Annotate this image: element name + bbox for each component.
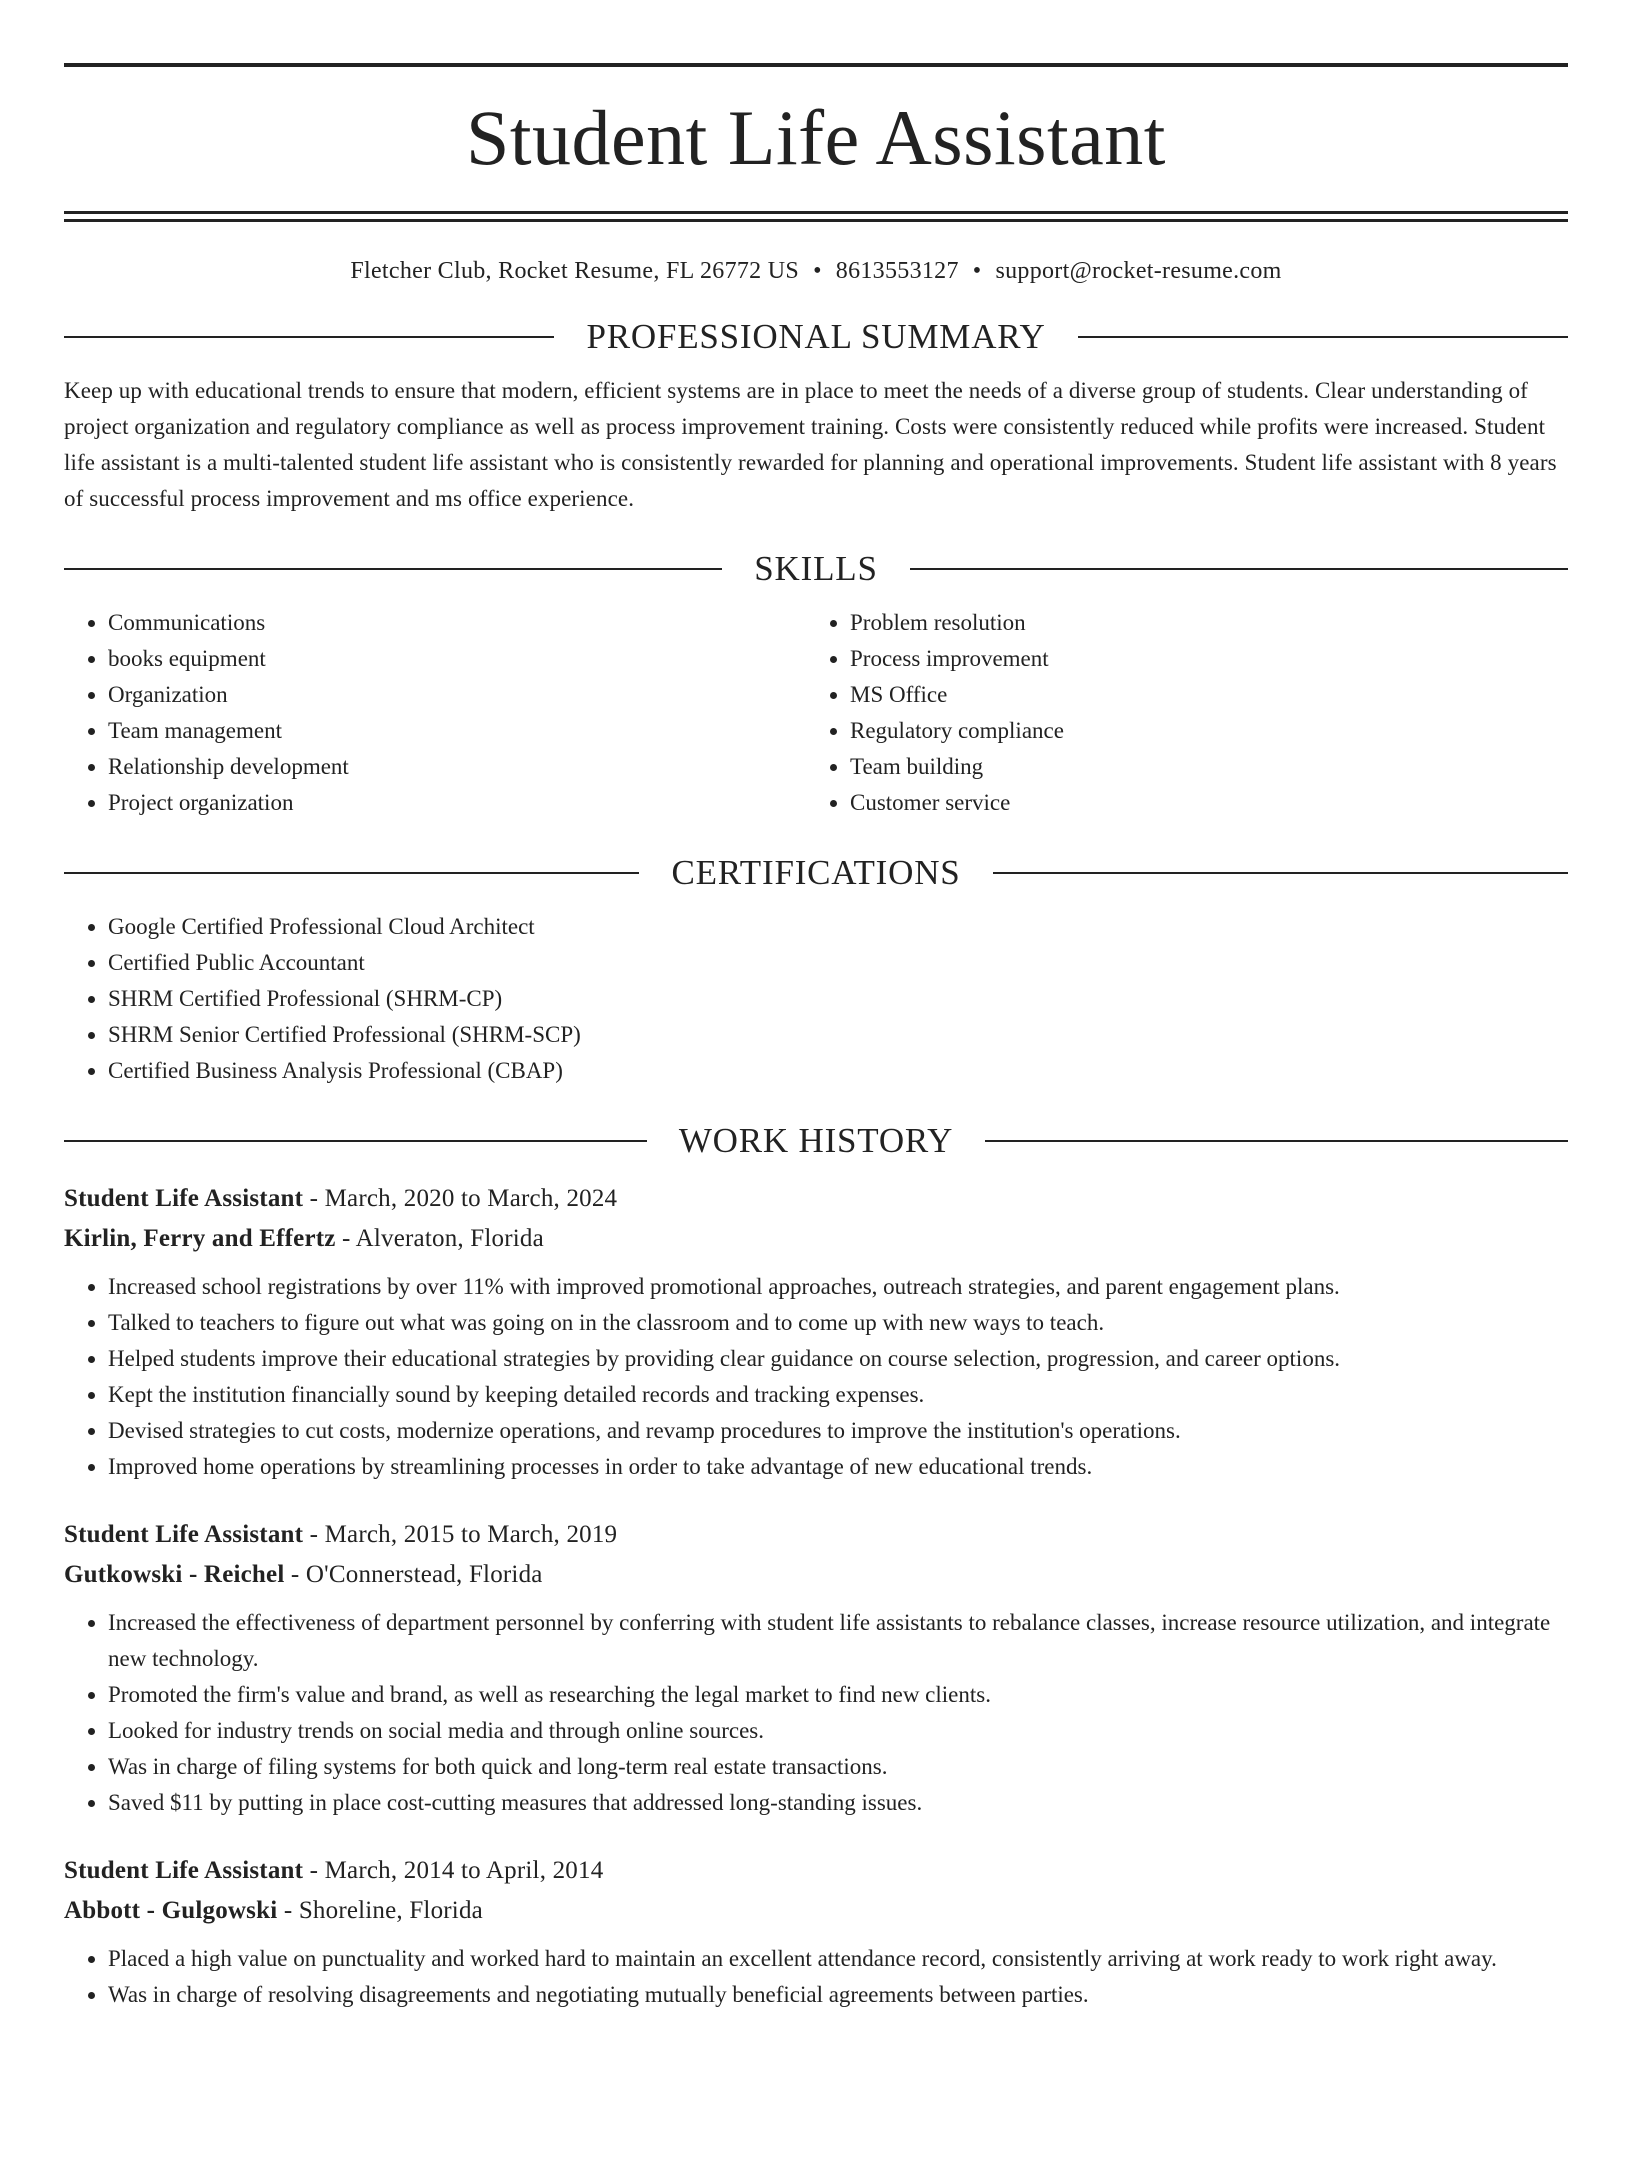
job-bullet: • Improved home operations by streamlining processes in order to take advantage of new educational trends. (108, 1449, 1568, 1485)
job-joiner: - (303, 1521, 325, 1548)
job-company: Abbott - Gulgowski (64, 1897, 278, 1924)
job-bullet: • Talked to teachers to figure out what was going on in the classroom and to come up with new ways to teach. (108, 1305, 1568, 1341)
job-company-line (64, 1219, 1568, 1259)
section-heading-work (64, 1119, 1568, 1163)
contact-line (64, 258, 1568, 285)
job-entry (64, 1851, 1568, 2013)
job-entry (64, 1179, 1568, 1485)
job-joiner: - (277, 1897, 299, 1924)
job-bullet: • Placed a high value on punctuality and worked hard to maintain an excellent attendance record, consistently arriving at work ready to work right away. (108, 1941, 1568, 1977)
summary-paragraph: Keep up with educational trends to ensure that modern, efficient systems are in place to meet the needs of a diverse group of students. Clear understanding of project organization and regulatory compliance as well as process improvement training. Costs were consistently reduced while profits were increased. Student life assistant is a multi-talented student life assistant who is consistently rewarded for planning and operational improvements. Student life assistant with 8 years of successful process improvement and ms office experience. (64, 378, 1557, 511)
section-title-summary: PROFESSIONAL SUMMARY (586, 317, 1046, 356)
job-location: O'Connerstead, Florida (305, 1561, 543, 1588)
job-joiner: - (303, 1857, 325, 1884)
job-dates: March, 2015 to March, 2019 (324, 1521, 618, 1548)
certification-item: • Google Certified Professional Cloud Architect (108, 909, 1568, 945)
job-bullet: • Kept the institution financially sound by keeping detailed records and tracking expenses. (108, 1377, 1568, 1413)
job-joiner: - (284, 1561, 306, 1588)
skill-item: • Organization (108, 677, 806, 713)
certification-item: • SHRM Senior Certified Professional (SHRM-SCP) (108, 1017, 1568, 1053)
section-rule-right (1078, 336, 1568, 338)
skills-column-left (64, 605, 806, 821)
skills-columns (64, 605, 1568, 821)
job-bullet: • Devised strategies to cut costs, modernize operations, and revamp procedures to improve the institution's operations. (108, 1413, 1568, 1449)
job-title-line (64, 1515, 1568, 1555)
section-title-certifications: CERTIFICATIONS (671, 853, 961, 892)
section-rule-right (910, 568, 1568, 570)
skill-item: • books equipment (108, 641, 806, 677)
job-joiner: - (335, 1225, 356, 1252)
skill-item: • MS Office (850, 677, 1548, 713)
contact-phone: 8613553127 (835, 258, 959, 284)
skill-item: • Process improvement (850, 641, 1548, 677)
job-joiner: - (303, 1185, 325, 1212)
job-bullets (64, 1605, 1568, 1821)
job-title: Student Life Assistant (64, 1857, 304, 1884)
job-bullets (64, 1941, 1568, 2013)
job-bullet: • Promoted the firm's value and brand, as well as researching the legal market to find new clients. (108, 1677, 1568, 1713)
skill-item: • Customer service (850, 785, 1548, 821)
resume-name: Student Life Assistant (466, 94, 1166, 181)
section-heading-certifications (64, 851, 1568, 895)
job-bullets (64, 1269, 1568, 1485)
contact-address: Fletcher Club, Rocket Resume, FL 26772 US (350, 258, 800, 284)
job-bullet: • Increased school registrations by over 11% with improved promotional approaches, outreach strategies, and parent engagement plans. (108, 1269, 1568, 1305)
section-title-work: WORK HISTORY (678, 1121, 954, 1160)
job-company-line (64, 1555, 1568, 1595)
certification-item: • SHRM Certified Professional (SHRM-CP) (108, 981, 1568, 1017)
job-company: Gutkowski - Reichel (64, 1561, 285, 1588)
resume-page (0, 63, 1632, 2175)
job-bullet: • Looked for industry trends on social media and through online sources. (108, 1713, 1568, 1749)
skill-item: • Team building (850, 749, 1548, 785)
job-bullet: • Helped students improve their educational strategies by providing clear guidance on course selection, progression, and career options. (108, 1341, 1568, 1377)
job-location: Alveraton, Florida (355, 1225, 544, 1252)
job-title: Student Life Assistant (64, 1521, 304, 1548)
contact-separator: • (972, 258, 982, 284)
section-rule-left (64, 1140, 647, 1142)
job-title: Student Life Assistant (64, 1185, 304, 1212)
section-title-skills: SKILLS (754, 549, 878, 588)
section-rule-right (985, 1140, 1568, 1142)
section-rule-left (64, 568, 722, 570)
skill-item: • Communications (108, 605, 806, 641)
certification-item: • Certified Business Analysis Professional (CBAP) (108, 1053, 1568, 1089)
skill-item: • Problem resolution (850, 605, 1548, 641)
job-entry (64, 1515, 1568, 1821)
job-dates: March, 2014 to April, 2014 (324, 1857, 604, 1884)
job-title-line (64, 1179, 1568, 1219)
skills-list-left (64, 605, 806, 821)
section-rule-left (64, 872, 639, 874)
skills-column-right (806, 605, 1548, 821)
header-top-rule (64, 63, 1568, 67)
section-rule-right (993, 872, 1568, 874)
job-bullet: • Increased the effectiveness of department personnel by conferring with student life assistants to rebalance classes, increase resource utilization, and integrate new technology. (108, 1605, 1568, 1677)
job-company-line (64, 1891, 1568, 1931)
header-double-rule (64, 211, 1568, 222)
section-heading-skills (64, 547, 1568, 591)
job-bullet: • Was in charge of resolving disagreements and negotiating mutually beneficial agreements between parties. (108, 1977, 1568, 2013)
skill-item: • Team management (108, 713, 806, 749)
skills-list-right (806, 605, 1548, 821)
job-company: Kirlin, Ferry and Effertz (64, 1225, 336, 1252)
contact-email: support@rocket-resume.com (995, 258, 1282, 284)
job-title-line (64, 1851, 1568, 1891)
contact-separator: • (813, 258, 822, 284)
skill-item: • Project organization (108, 785, 806, 821)
certifications-list (64, 909, 1568, 1089)
job-location: Shoreline, Florida (298, 1897, 483, 1924)
section-heading-summary (64, 315, 1568, 359)
job-bullet: • Was in charge of filing systems for both quick and long-term real estate transactions. (108, 1749, 1568, 1785)
job-bullet: • Saved $11 by putting in place cost-cutting measures that addressed long-standing issues. (108, 1785, 1568, 1821)
job-dates: March, 2020 to March, 2024 (324, 1185, 618, 1212)
section-rule-left (64, 336, 554, 338)
skill-item: • Regulatory compliance (850, 713, 1548, 749)
skill-item: • Relationship development (108, 749, 806, 785)
certification-item: • Certified Public Accountant (108, 945, 1568, 981)
